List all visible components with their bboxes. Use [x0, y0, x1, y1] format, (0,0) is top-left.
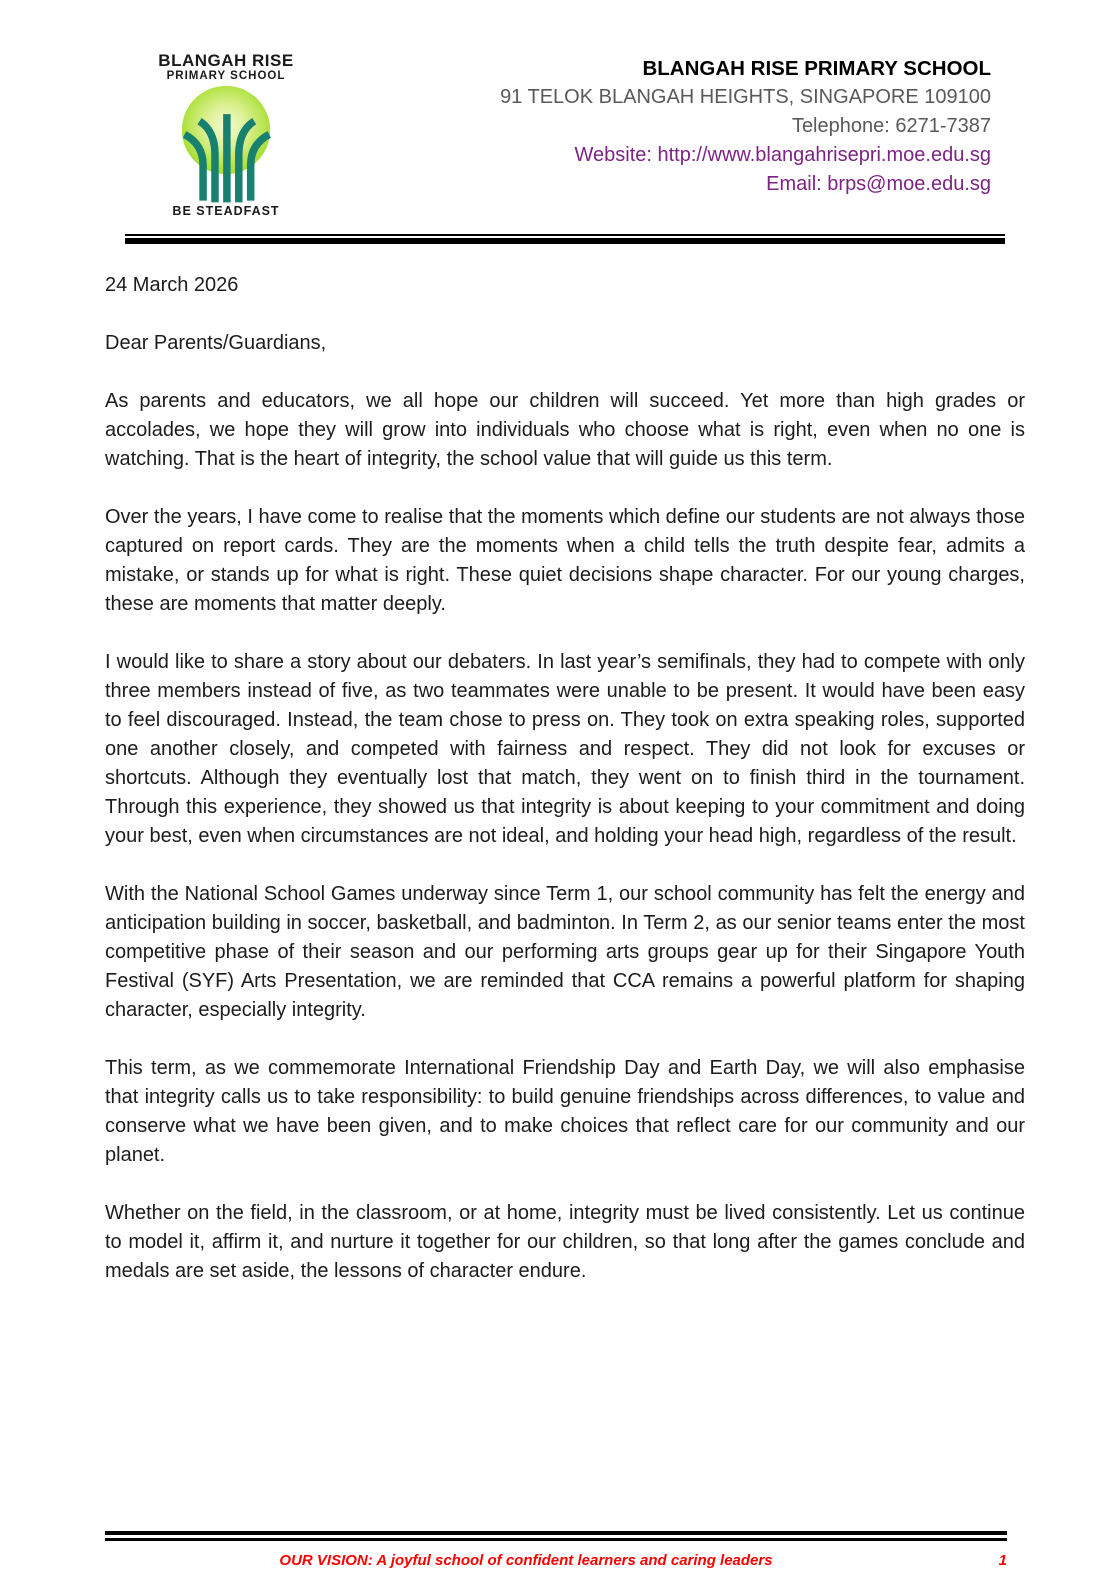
- letterhead-divider: [125, 234, 1005, 244]
- footer-page-number: 1: [998, 1552, 1007, 1569]
- school-logo: [138, 52, 314, 218]
- footer-vision-statement: OUR VISION: A joyful school of confident learners and caring leaders: [279, 1552, 773, 1569]
- logo-school-type: PRIMARY SCHOOL: [166, 70, 286, 82]
- letterhead: [105, 52, 1025, 218]
- page-footer: [105, 1531, 1007, 1572]
- header-website-link[interactable]: Website: http://www.blangahrisepri.moe.edu.sg: [574, 144, 991, 166]
- letter-paragraph: Whether on the field, in the classroom, or at home, integrity must be lived consistently. Let us continue to model it, affirm it, and nurture it together for our children, so that long after the games conclude and medals are set aside, the lessons of character endure.: [105, 1202, 1025, 1282]
- letter-paragraph: Over the years, I have come to realise that the moments which define our students are not always those captured on report cards. They are the moments when a child tells the truth despite fear, admits a mistake, or stands up for what is right. These quiet decisions shape character. For our young charges, these are moments that matter deeply.: [105, 506, 1025, 615]
- school-contact-block: [314, 52, 1025, 199]
- letter-salutation: Dear Parents/Guardians,: [105, 332, 327, 354]
- logo-school-name: BLANGAH RISE: [158, 51, 294, 70]
- letter-paragraph: As parents and educators, we all hope our children will succeed. Yet more than high grades or accolades, we hope they will grow into individuals who choose what is right, even when no one is watching. That is the heart of integrity, the school value that will guide us this term.: [105, 390, 1025, 470]
- letter-date: 24 March 2026: [105, 274, 239, 296]
- footer-row: [105, 1552, 1007, 1572]
- footer-divider: [105, 1531, 1007, 1541]
- letter-paragraph: I would like to share a story about our debaters. In last year’s semifinals, they had to compete with only three members instead of five, as two teammates were unable to be present. It would have been easy to feel discouraged. Instead, the team chose to press on. They took on extra speaking roles, supported one another closely, and competed with fairness and respect. They did not look for excuses or shortcuts. Although they eventually lost that match, they went on to finish third in the tournament. Through this experience, they showed us that integrity is about keeping to your commitment and doing your best, even when circumstances are not ideal, and holding your head high, regardless of the result.: [105, 651, 1025, 847]
- header-email-link[interactable]: Email: brps@moe.edu.sg: [766, 173, 991, 195]
- logo-motto: BE STEADFAST: [172, 204, 280, 218]
- letter-paragraph: With the National School Games underway since Term 1, our school community has felt the energy and anticipation building in soccer, basketball, and badminton. In Term 2, as our senior teams enter the most competitive phase of their season and our performing arts groups gear up for their Singapore Youth Festival (SYF) Arts Presentation, we are reminded that CCA remains a powerful platform for shaping character, especially integrity.: [105, 883, 1025, 1021]
- header-telephone: Telephone: 6271-7387: [791, 115, 991, 137]
- school-emblem-icon: [151, 84, 301, 206]
- letter-paragraph: This term, as we commemorate International Friendship Day and Earth Day, we will also emphasise that integrity calls us to take responsibility: to build genuine friendships across differences, to value and conserve what we have been given, and to make choices that reflect care for our community and our planet.: [105, 1057, 1025, 1166]
- header-school-name: BLANGAH RISE PRIMARY SCHOOL: [642, 57, 991, 80]
- header-address: 91 TELOK BLANGAH HEIGHTS, SINGAPORE 109100: [500, 86, 991, 108]
- letter-body: [105, 271, 1025, 1286]
